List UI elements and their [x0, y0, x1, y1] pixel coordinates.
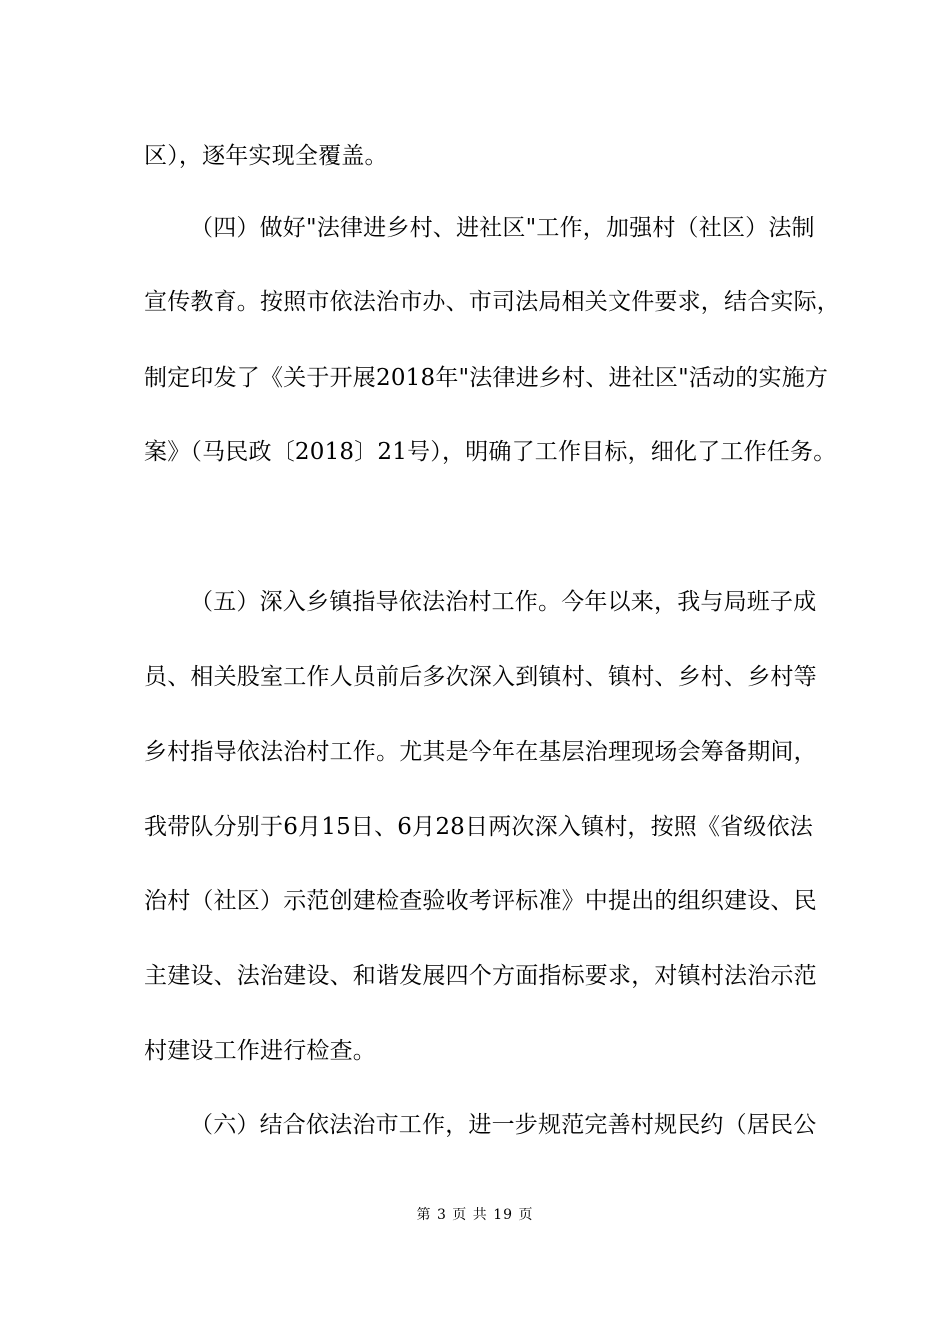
- text-line-13: （六）结合依法治市工作，进一步规范完善村规民约（居民公: [190, 1112, 817, 1138]
- text-line-1: 区），逐年实现全覆盖。: [144, 143, 388, 169]
- text-line-2: （四）做好"法律进乡村、进社区"工作，加强村（社区）法制: [190, 215, 815, 241]
- text-line-9: 我带队分别于6月15日、6月28日两次深入镇村，按照《省级依法: [144, 814, 813, 840]
- text-line-4: 制定印发了《关于开展2018年"法律进乡村、进社区"活动的实施方: [144, 365, 829, 391]
- text-line-3: 宣传教育。按照市依法治市办、市司法局相关文件要求，结合实际，: [144, 289, 840, 315]
- text-line-12: 村建设工作进行检查。: [144, 1038, 376, 1064]
- text-line-10: 治村（社区）示范创建检查验收考评标准》中提出的组织建设、民: [144, 888, 817, 914]
- text-line-7: 员、相关股室工作人员前后多次深入到镇村、镇村、乡村、乡村等: [144, 664, 817, 690]
- text-line-8: 乡村指导依法治村工作。尤其是今年在基层治理现场会筹备期间，: [144, 739, 817, 765]
- page-number-footer: 第 3 页 共 19 页: [416, 1207, 534, 1223]
- text-line-5: 案》（马民政〔2018〕21号），明确了工作目标，细化了工作任务。: [144, 439, 837, 465]
- text-line-6: （五）深入乡镇指导依法治村工作。今年以来，我与局班子成: [190, 589, 817, 615]
- text-line-11: 主建设、法治建设、和谐发展四个方面指标要求，对镇村法治示范: [144, 963, 817, 989]
